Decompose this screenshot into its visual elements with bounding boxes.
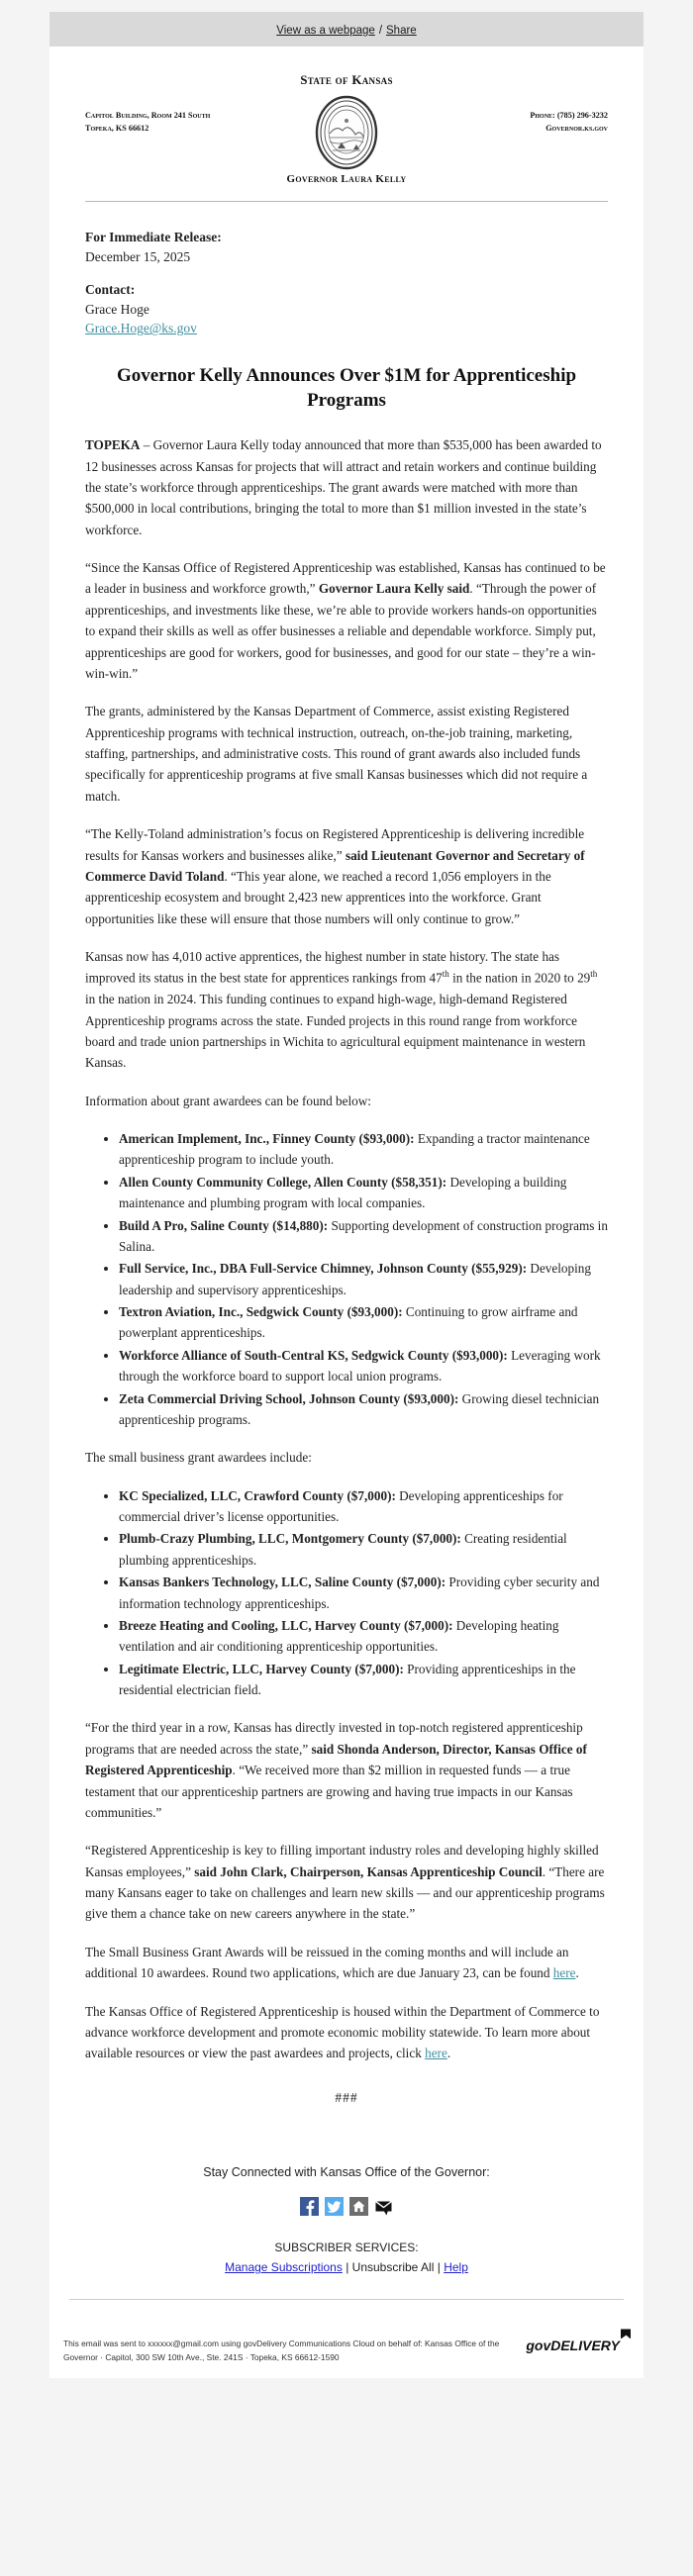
list-item bbox=[119, 1615, 608, 1658]
release-date-block bbox=[85, 228, 608, 266]
page-title: Governor Kelly Announces Over $1M for Apprenticeship Programs bbox=[116, 364, 577, 411]
paragraph-office-housed bbox=[85, 2001, 608, 2064]
awardee-desc: Developing apprenticeships for commercial driver’s license opportunities. bbox=[119, 1487, 563, 1525]
stay-connected-label: Stay Connected with Kansas Office of the Governor: bbox=[203, 2164, 490, 2179]
link-divider-1: | bbox=[346, 2260, 349, 2275]
help-link[interactable]: Help bbox=[444, 2260, 468, 2275]
footer bbox=[50, 2142, 644, 2327]
intro-small-awardees: The small business grant awardees include: bbox=[85, 1450, 312, 1466]
list-item bbox=[119, 1659, 608, 1701]
list-item bbox=[119, 1345, 608, 1387]
awardee-name: Legitimate Electric, LLC, Harvey County ($7,000): bbox=[119, 1661, 404, 1676]
unsubscribe-all-link[interactable]: Unsubscribe All bbox=[351, 2260, 435, 2275]
state-seal-icon bbox=[314, 94, 379, 171]
awardee-desc: Supporting development of construction programs in Salina. bbox=[119, 1217, 608, 1254]
paragraph-rankings bbox=[85, 946, 608, 1074]
quote-anderson-attribution: said Shonda Anderson, Director, Kansas Office of Registered Apprenticeship bbox=[85, 1741, 587, 1778]
twitter-icon[interactable] bbox=[325, 2197, 344, 2216]
rankings-sup-47: th bbox=[442, 969, 449, 980]
awardee-name: Breeze Heating and Cooling, LLC, Harvey County ($7,000): bbox=[119, 1617, 453, 1633]
quote-clark-attribution: said John Clark, Chairperson, Kansas Apprenticeship Council bbox=[194, 1863, 543, 1879]
govdelivery-flag-icon bbox=[621, 2329, 631, 2338]
awardee-name: Workforce Alliance of South-Central KS, Sedgwick County ($93,000): bbox=[119, 1347, 508, 1363]
quote-kelly-attribution: Governor Laura Kelly said bbox=[318, 581, 470, 597]
letterhead-contact bbox=[410, 94, 608, 135]
link-divider-2: | bbox=[437, 2260, 441, 2275]
rankings-sup-29: th bbox=[590, 969, 598, 980]
paragraph-reissue bbox=[85, 1942, 608, 1984]
email-icon[interactable] bbox=[374, 2197, 393, 2216]
awardee-desc: Providing cyber security and information technology apprenticeships. bbox=[119, 1574, 600, 1611]
footer-wrapper bbox=[0, 2142, 693, 2378]
subscriber-services bbox=[69, 2238, 624, 2278]
awardee-name: American Implement, Inc., Finney County ($93,000): bbox=[119, 1131, 415, 1147]
legal-text: This email was sent to xxxxxx@gmail.com using govDelivery Communications Cloud on behalf of: Kansas Office of the Governor · Capitol, 300 SW 10th Ave., Ste. 241S · Topeka, KS 66612-1590 bbox=[63, 2338, 500, 2362]
governor-name-letterhead: Governor Laura Kelly bbox=[286, 173, 407, 185]
email-page bbox=[0, 12, 693, 2378]
rankings-part1: Kansas now has 4,010 active apprentices, the highest number in state history. The state has improved its status in the best state for apprentices rankings from 47 bbox=[85, 949, 560, 986]
release-date: December 15, 2025 bbox=[85, 248, 191, 264]
awardee-desc: Growing diesel technician apprenticeship programs. bbox=[119, 1390, 600, 1427]
round-two-applications-link[interactable]: here bbox=[552, 1965, 576, 1981]
intro-main-awardees: Information about grant awardees can be found below: bbox=[85, 1093, 371, 1108]
awardee-name: Build A Pro, Saline County ($14,880): bbox=[119, 1217, 329, 1233]
list-item bbox=[119, 1485, 608, 1528]
paragraph-quote-anderson bbox=[85, 1717, 608, 1823]
paragraph-lead-text: – Governor Laura Kelly today announced that more than $535,000 has been awarded to 12 businesses across Kansas for projects that will attract and retain workers and continue building the state’s workforce through apprenticeships. The grant awards were matched with more than $500,000 in local contributions, bringing the total to more than $1 million invested in the state’s workforce. bbox=[85, 437, 602, 537]
quote-toland-attribution: said Lieutenant Governor and Secretary of Commerce David Toland bbox=[85, 847, 585, 884]
rankings-part2: in the nation in 2020 to 29 bbox=[448, 970, 591, 986]
end-marker: ### bbox=[335, 2089, 358, 2105]
quote-toland-part1: “The Kelly-Toland administration’s focus on Registered Apprenticeship is delivering incredible results for Kansas workers and businesses alike,” bbox=[85, 826, 585, 863]
awardee-desc: Developing a building maintenance and plumbing program with local companies. bbox=[119, 1174, 567, 1211]
state-of-kansas-title: State of Kansas bbox=[300, 72, 393, 87]
rankings-part3: in the nation in 2024. This funding continues to expand high-wage, high-demand Registered Apprenticeship programs across the state. Funded projects in this round range from workforce board and trade union partnerships in Wichita to agricultural equipment maintenance in western Kansas. bbox=[85, 992, 586, 1071]
website-line: Governor.ks.gov bbox=[545, 123, 608, 133]
housed-part2: . bbox=[446, 2046, 451, 2061]
subscriber-links bbox=[69, 2257, 624, 2277]
list-item bbox=[119, 1258, 608, 1300]
awardee-name: Kansas Bankers Technology, LLC, Saline County ($7,000): bbox=[119, 1574, 446, 1590]
list-item bbox=[119, 1301, 608, 1344]
awardee-desc: Creating residential plumbing apprenticeships. bbox=[119, 1531, 567, 1568]
topbar-separator: / bbox=[378, 25, 383, 37]
view-as-webpage-link[interactable]: View as a webpage bbox=[276, 25, 375, 37]
housed-part1: The Kansas Office of Registered Apprenticeship is housed within the Department of Commerce to advance workforce development and promote economic mobility statewide. To learn more about available resources or view the past awardees and projects, click bbox=[85, 2003, 600, 2061]
small-awardee-list bbox=[85, 1485, 608, 1701]
awardee-desc: Continuing to grow airframe and powerplant apprenticeships. bbox=[119, 1304, 578, 1341]
letterhead-divider bbox=[85, 201, 608, 202]
quote-anderson-part1: “For the third year in a row, Kansas has directly invested in top-notch registered apprenticeship programs that are needed across the state,” bbox=[85, 1720, 583, 1757]
awardee-desc: Expanding a tractor maintenance apprenticeship program to include youth. bbox=[119, 1131, 590, 1168]
govdelivery-label: govDELIVERY bbox=[526, 2337, 620, 2354]
for-immediate-release-label: For Immediate Release: bbox=[85, 230, 222, 244]
quote-clark-part1: “Registered Apprenticeship is key to filling important industry roles and developing highly skilled Kansas employees,” bbox=[85, 1843, 599, 1879]
quote-anderson-part2: . “We received more than $2 million in requested funds — a true testament that our apprenticeship partners are growing and having true impacts in our Kansas communities.” bbox=[85, 1763, 573, 1820]
facebook-icon[interactable] bbox=[300, 2197, 319, 2216]
list-item bbox=[119, 1172, 608, 1214]
awardee-name: Textron Aviation, Inc., Sedgwick County ($93,000): bbox=[119, 1304, 403, 1320]
home-icon[interactable] bbox=[349, 2197, 368, 2216]
awardee-name: Full Service, Inc., DBA Full-Service Chimney, Johnson County ($55,929): bbox=[119, 1261, 528, 1277]
manage-subscriptions-link[interactable]: Manage Subscriptions bbox=[225, 2260, 343, 2275]
footer-divider bbox=[69, 2299, 624, 2300]
paragraph-lead bbox=[85, 434, 608, 540]
view-as-webpage-bar bbox=[50, 12, 644, 47]
address-line-2: Topeka, KS 66612 bbox=[85, 123, 149, 133]
quote-kelly-part1: “Since the Kansas Office of Registered Apprenticeship was established, Kansas has continued to be a leader in business and workforce growth,” bbox=[85, 560, 606, 597]
letterhead-address bbox=[85, 94, 283, 135]
list-item bbox=[119, 1128, 608, 1171]
paragraph-grants-admin: The grants, administered by the Kansas Department of Commerce, assist existing Registered Apprenticeship programs with technical instruction, outreach, on-the-job training, marketing, staffing, partnerships, and administrative costs. This round of grant awards also included funds specifically for apprenticeship programs at five small Kansas businesses which did not require a match. bbox=[85, 704, 588, 804]
social-links bbox=[69, 2197, 624, 2216]
awardee-name: KC Specialized, LLC, Crawford County ($7,000): bbox=[119, 1487, 396, 1503]
reissue-part2: . bbox=[575, 1965, 579, 1981]
awardee-desc: Providing apprenticeships in the residential electrician field. bbox=[119, 1661, 576, 1698]
contact-block bbox=[85, 280, 608, 338]
legal-bar bbox=[50, 2326, 644, 2377]
list-item bbox=[119, 1215, 608, 1258]
press-release-body bbox=[50, 47, 644, 2142]
phone-line: Phone: (785) 296-3232 bbox=[530, 111, 608, 120]
quote-kelly-part2: . “Through the power of apprenticeships, and investments like these, we’re able to provide workers hands-on opportunities to expand their skills as well as offer businesses a reliable and dependable workforce. Simply put, apprenticeships are good for workers, good for businesses, and good for our state – they’re a win-win-win.” bbox=[85, 581, 597, 681]
awardee-desc: Leveraging work through the workforce board to support local union programs. bbox=[119, 1347, 601, 1384]
paragraph-quote-clark bbox=[85, 1840, 608, 1925]
share-link[interactable]: Share bbox=[386, 25, 417, 37]
list-item bbox=[119, 1572, 608, 1614]
reissue-part1: The Small Business Grant Awards will be reissued in the coming months and will include an additional 10 awardees. Round two applications, which are due January 23, can be found bbox=[85, 1944, 569, 1981]
contact-label: Contact: bbox=[85, 282, 136, 298]
address-line-1: Capitol Building, Room 241 South bbox=[85, 111, 211, 120]
release-info bbox=[85, 228, 608, 338]
awardee-name: Allen County Community College, Allen County ($58,351): bbox=[119, 1174, 447, 1190]
contact-name: Grace Hoge bbox=[85, 301, 149, 317]
awardee-name: Zeta Commercial Driving School, Johnson County ($93,000): bbox=[119, 1390, 459, 1406]
resources-here-link[interactable]: here bbox=[425, 2046, 447, 2061]
main-awardee-list bbox=[85, 1128, 608, 1430]
govdelivery-logo bbox=[526, 2337, 630, 2353]
subscriber-services-label: SUBSCRIBER SERVICES: bbox=[274, 2240, 419, 2254]
contact-email-link[interactable]: Grace.Hoge@ks.gov bbox=[85, 321, 197, 336]
awardee-name: Plumb-Crazy Plumbing, LLC, Montgomery County ($7,000): bbox=[119, 1531, 461, 1547]
paragraph-quote-kelly bbox=[85, 557, 608, 684]
dateline: TOPEKA bbox=[85, 437, 141, 453]
paragraph-quote-toland bbox=[85, 823, 608, 929]
quote-clark-part2: . “There are many Kansans eager to take on challenges and learn new skills — and our apprenticeship programs give them a chance take on new careers anywhere in the state.” bbox=[85, 1863, 605, 1922]
list-item bbox=[119, 1528, 608, 1571]
list-item bbox=[119, 1388, 608, 1431]
awardee-desc: Developing heating ventilation and air conditioning apprenticeship opportunities. bbox=[119, 1617, 559, 1655]
quote-toland-part2: . “This year alone, we reached a record 1,056 employers in the apprenticeship ecosystem and brought 2,423 new apprentices into the workforce. Grant opportunities like these will ensure that those numbers will only continue to grow.” bbox=[85, 868, 551, 926]
awardee-desc: Developing leadership and supervisory apprenticeships. bbox=[119, 1261, 591, 1297]
letterhead-row bbox=[85, 94, 608, 171]
